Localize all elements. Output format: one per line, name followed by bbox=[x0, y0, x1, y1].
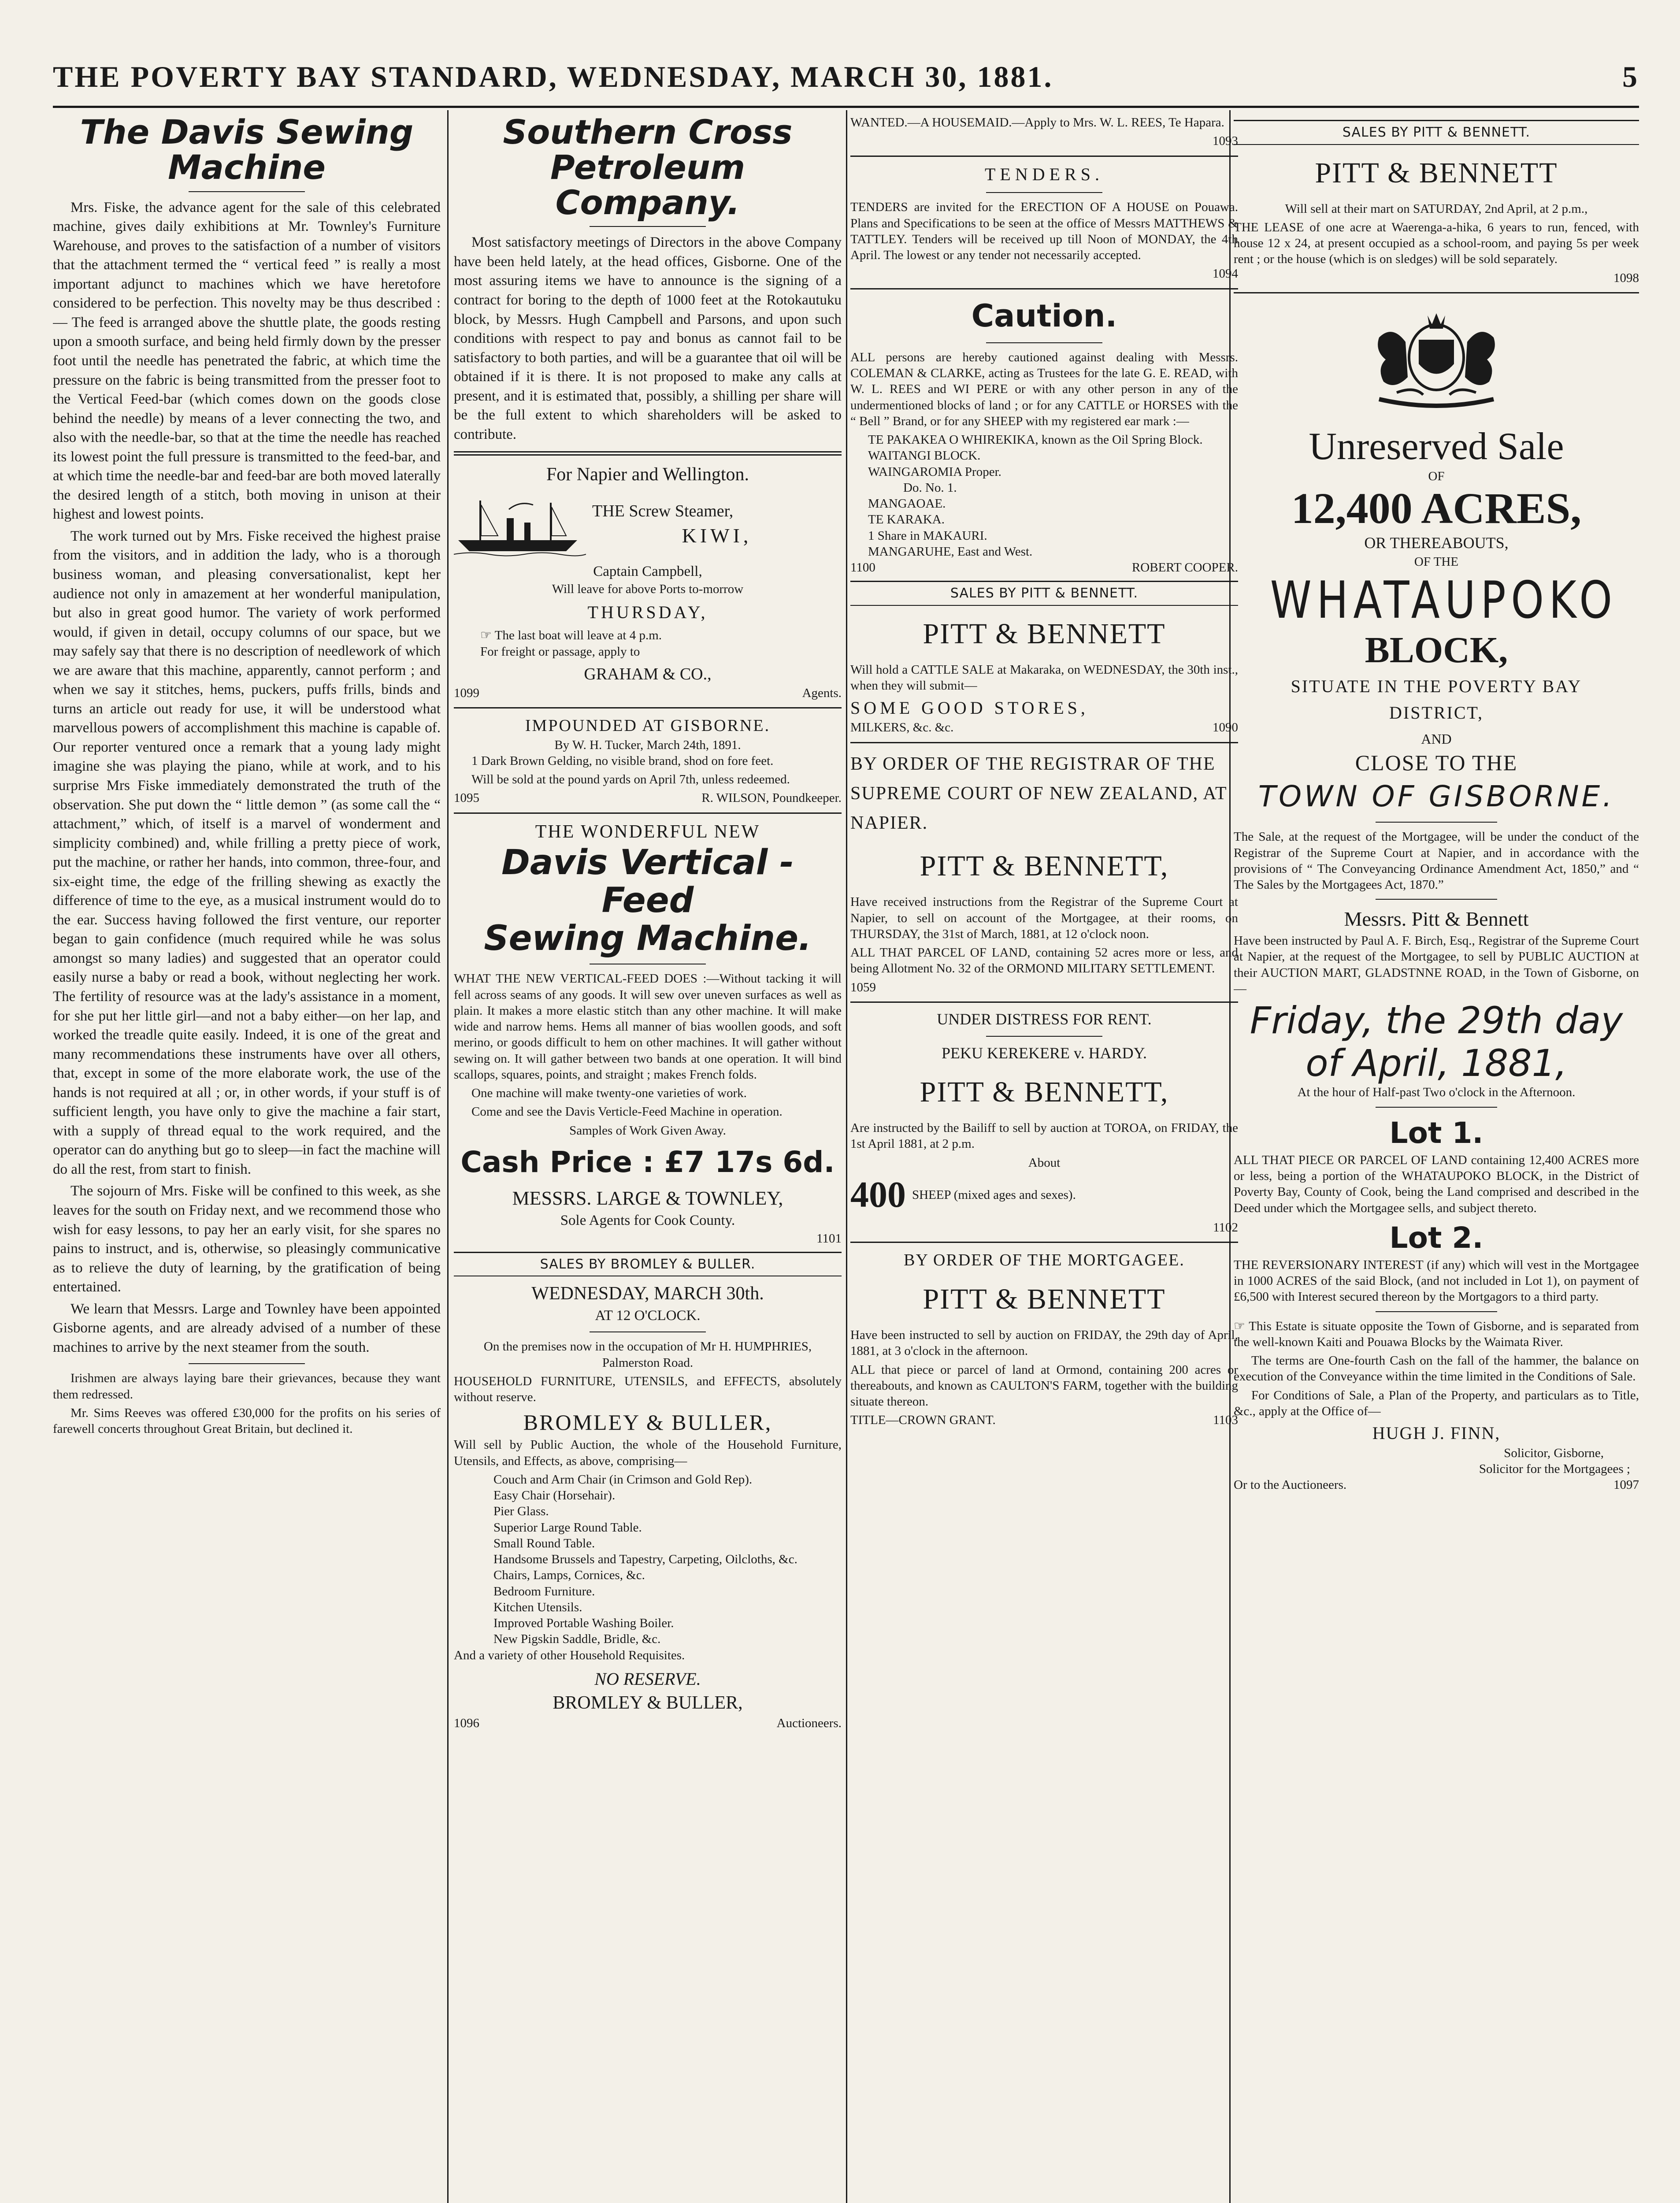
unreserved-solicitor: Solicitor, Gisborne, bbox=[1504, 1446, 1604, 1460]
ad-number: 1101 bbox=[816, 1231, 842, 1246]
unreserved-or: Or to the Auctioneers. bbox=[1234, 1478, 1347, 1492]
column-divider bbox=[447, 110, 449, 2203]
pb1-footer bbox=[850, 719, 1238, 735]
list-item: Handsome Brussels and Tapestry, Carpeting, Oilcloths, &c. bbox=[493, 1552, 797, 1567]
kiwi-boat bbox=[454, 627, 842, 643]
divider bbox=[1376, 822, 1497, 823]
unreserved-block1: WHATAUPOKO bbox=[1270, 570, 1617, 630]
unreserved-date2: of April, 1881, bbox=[1305, 1041, 1567, 1085]
list-item: MANGARUHE, East and West. bbox=[868, 544, 1033, 559]
registrar-heading: BY ORDER OF THE REGISTRAR OF THE SUPREME COURT OF NEW ZEALAND, AT NAPIER. bbox=[850, 753, 1227, 834]
impounded-footer bbox=[454, 790, 842, 806]
pointing-hand-icon: ☞ bbox=[480, 628, 495, 643]
divider bbox=[454, 451, 842, 456]
list-item: Bedroom Furniture. bbox=[493, 1584, 595, 1598]
mortgagee-title: TITLE—CROWN GRANT. bbox=[850, 1413, 996, 1428]
news-note: Mr. Sims Reeves was offered £30,000 for the profits on his series of farewell concerts throughout Great Britain, but declined it. bbox=[53, 1406, 441, 1436]
masthead bbox=[53, 53, 1639, 101]
list-item: Couch and Arm Chair (in Crimson and Gold Rep). bbox=[493, 1472, 753, 1487]
mortgagee-body: Have been instructed to sell by auction on FRIDAY, the 29th day of April, 1881, at 3 o'clock in the afternoon. bbox=[850, 1328, 1238, 1358]
divider bbox=[1376, 899, 1497, 900]
divider bbox=[454, 812, 842, 814]
list-item: Do. No. 1. bbox=[903, 480, 957, 495]
list-item: 1 Share in MAKAURI. bbox=[868, 528, 987, 543]
davis-lead: THE WONDERFUL NEW bbox=[535, 821, 760, 842]
list-item: New Pigskin Saddle, Bridle, &c. bbox=[493, 1632, 661, 1647]
divider bbox=[189, 1363, 305, 1364]
bromley-date: WEDNESDAY, MARCH 30th. bbox=[531, 1283, 764, 1304]
pb1-firm: PITT & BENNETT bbox=[923, 618, 1166, 650]
unreserved-town: TOWN OF GISBORNE. bbox=[1258, 779, 1615, 814]
davis-messrs: MESSRS. LARGE & TOWNLEY, bbox=[512, 1187, 783, 1209]
distress-firm: PITT & BENNETT, bbox=[920, 1076, 1169, 1108]
kiwi-agent: GRAHAM & CO., bbox=[584, 664, 712, 683]
divider bbox=[590, 1331, 706, 1332]
unreserved-estate-text: This Estate is situate opposite the Town of Gisborne, and is separated from the well-known Kaiti and Pouawa Blocks by the Waimata River. bbox=[1234, 1319, 1639, 1349]
bromley-time: AT 12 O'CLOCK. bbox=[595, 1307, 701, 1324]
column-1 bbox=[53, 115, 441, 2203]
sheep-count: 400 bbox=[850, 1174, 906, 1215]
kiwi-footer bbox=[454, 685, 842, 701]
unreserved-terms: The terms are One-fourth Cash on the fall of the hammer, the balance on execution of the Conveyance within the time limited in the Conditions of Sale. bbox=[1234, 1354, 1639, 1384]
pb1-boxhead: SALES BY PITT & BENNETT. bbox=[850, 581, 1238, 606]
pb1-milkers: MILKERS, &c. &c. bbox=[850, 720, 954, 735]
news-note: Irishmen are always laying bare their grievances, because they want them redressed. bbox=[53, 1371, 441, 1402]
divider bbox=[850, 1001, 1238, 1003]
divider bbox=[850, 742, 1238, 743]
unreserved-ofthe: OF THE bbox=[1414, 554, 1459, 569]
ad-number: 1096 bbox=[454, 1716, 479, 1731]
kiwi-line1: THE Screw Steamer, bbox=[592, 502, 734, 521]
distress-case: PEKU KEREKERE v. HARDY. bbox=[941, 1044, 1147, 1062]
unreserved-block2: BLOCK, bbox=[1365, 629, 1508, 671]
ad-number: 1098 bbox=[1613, 271, 1639, 285]
bromley-boxhead: SALES BY BROMLEY & BULLER. bbox=[454, 1252, 842, 1277]
distress-sheep-row bbox=[850, 1171, 1238, 1220]
royal-coat-of-arms-icon bbox=[1353, 302, 1520, 417]
distress-body: Are instructed by the Bailiff to sell by auction at TOROA, on FRIDAY, the 1st April 1881, at 2 p.m. bbox=[850, 1121, 1238, 1151]
unreserved-situate: SITUATE IN THE POVERTY BAY DISTRICT, bbox=[1291, 676, 1582, 723]
ad-number: 1103 bbox=[1213, 1413, 1238, 1428]
unreserved-footer bbox=[1234, 1477, 1639, 1493]
list-item: And a variety of other Household Requisites. bbox=[454, 1648, 685, 1662]
pb-boxhead: SALES BY PITT & BENNETT. bbox=[1234, 120, 1639, 145]
article-paragraph: Mrs. Fiske, the advance agent for the sale of this celebrated machine, gives daily exhibitions at Mr. Townley's Furniture Warehouse, and proves to the satisfaction of a number of visitors that the attachment termed the “ vertical feed ” is really a most important adjunct to machines which we have heretofore considered to be perfection. This novelty may be thus described :— The feed is arranged above the shuttle plate, the goods resting upon a smooth surface, and being held firmly down by the presser foot until the needle has penetrated the fabric, at which time the pressure on the fabric is being transmitted from the presser foot to the Vertical Feed-bar (which comes down on the goods close behind the needle) by means of a lever connecting the two, and also with the needle-bar, so that at the time the needle has reached its lowest point the full pressure is transmitted to the feed-bar, and at which time the needle-bar and feed-bar are both moved laterally the desired length of a stitch, both moving in unison at their highest and lowest points. bbox=[53, 199, 441, 523]
bromley-firm: BROMLEY & BULLER, bbox=[523, 1410, 772, 1435]
column-divider bbox=[846, 110, 847, 2203]
column-3 bbox=[850, 115, 1238, 2203]
divider bbox=[850, 156, 1238, 157]
divider bbox=[850, 288, 1238, 289]
bromley-will: Will sell by Public Auction, the whole of the Household Furniture, Utensils, and Effects, as above, comprising— bbox=[454, 1438, 842, 1468]
ad-number: 1097 bbox=[1613, 1478, 1639, 1492]
list-item: WAITANGI BLOCK. bbox=[868, 449, 981, 463]
unreserved-instructed: Have been instructed by Paul A. F. Birch, Esq., Registrar of the Supreme Court at Napier, at the request of the Mortgagee, to sell by PUBLIC AUCTION at their AUCTION MART, GLADSTNNE ROAD, in the Town of Gisborne, on— bbox=[1234, 934, 1639, 996]
ad-number: 1100 bbox=[850, 560, 875, 575]
divider bbox=[1376, 1107, 1497, 1108]
petroleum-heading: Southern Cross Petroleum Company. bbox=[503, 115, 793, 222]
kiwi-heading: For Napier and Wellington. bbox=[546, 464, 749, 485]
ad-number: 1093 bbox=[1213, 134, 1238, 148]
mortgagee-firm: PITT & BENNETT bbox=[923, 1283, 1166, 1316]
article-paragraph: The work turned out by Mrs. Fiske received the highest praise from the visitors, and in addition the lady, who is a thorough business woman, and pleasing conversationalist, kept her audience not only in amazement at her wonderful manipulation, but also in great good humor. The variety of work performed would, if given in detail, occupy columns of our space, but we may safely say that there is no description of needlework of which we are aware that this machine, apparently, cannot perform ; and when we say it stitches, hems, puckers, puffs frills, binds and turns an article out ready for use, it will be understood what marvellous powers of accomplishment this machine is capable of. Our reporter ventured once a remark that a young lady might imagine she was playing the piano, while at work, and to his surprise Mrs Fiske immediately demonstrated the truth of the observation. She put down the “ little demon ” (as some call the “ attachment,” which, of itself is a marvel of wonderment and simplicity combined) and, while frilling a pretty piece of work, put the machine, or rather her hands, into common, three-four, and six-eight time, the edge of the frilling shewing as exactly the difference of time to the eye, as a musical instrument would do to the ear. Success having followed the first venture, our reporter began to gain confidence (much required while he was solus amongst so many ladies) and suggested that an operator could easily nurse a baby or read a book, without neglecting her work. The fertility of resource was at the lady's assistance in a moment, for she put her little girl—and not a baby either—on her lap, and worked the treadle quite easily. Indeed, it is one of the great and many recommendations these instruments have over all others, that, except in some of the more elaborate work, the use of the hands is not required at all ; or, in other words, if your stuff is of sufficient length, you have only to give the machine a fair start, with a supply of thread equal to the work required, and the operator can do anything but go to sleep—in fact the machine will do all the rest, from start to finish. bbox=[53, 528, 441, 1177]
bromley-sig: BROMLEY & BULLER, bbox=[553, 1692, 743, 1713]
unreserved-close: CLOSE TO THE bbox=[1355, 750, 1518, 775]
ad-number: 1095 bbox=[454, 791, 479, 805]
unreserved-thereabouts: OR THEREABOUTS, bbox=[1364, 534, 1509, 552]
bromley-household: HOUSEHOLD FURNITURE, UTENSILS, and EFFECTS, absolutely without reserve. bbox=[454, 1374, 842, 1405]
lot2-body: THE REVERSIONARY INTEREST (if any) which will vest in the Mortgagee in 1000 ACRES of the said Block, (and not included in Lot 1), on payment of £6,500 with Interest secured thereon by the Mortgagors to a third party. bbox=[1234, 1257, 1639, 1304]
list-item: Easy Chair (Horsehair). bbox=[493, 1488, 616, 1503]
list-item: Pier Glass. bbox=[493, 1504, 549, 1519]
pb-body: Will sell at their mart on SATURDAY, 2nd April, at 2 p.m., bbox=[1285, 201, 1588, 216]
unreserved-hour: At the hour of Half-past Two o'clock in the Afternoon. bbox=[1297, 1085, 1576, 1100]
article-heading: The Davis Sewing Machine bbox=[80, 115, 414, 187]
unreserved-conditions: For Conditions of Sale, a Plan of the Property, and particulars as to Title, &c., apply at the Office of— bbox=[1234, 1388, 1639, 1418]
unreserved-of: OF bbox=[1428, 469, 1445, 483]
pb1-stores: SOME GOOD STORES, bbox=[850, 697, 1089, 718]
ad-number: 1099 bbox=[454, 686, 479, 701]
kiwi-agents: Agents. bbox=[802, 686, 842, 701]
divider bbox=[1234, 292, 1639, 293]
unreserved-estate bbox=[1234, 1318, 1639, 1350]
lot1-heading: Lot 1. bbox=[1389, 1116, 1483, 1150]
caution-sig: ROBERT COOPER. bbox=[1131, 560, 1238, 575]
ad-number: 1090 bbox=[1213, 720, 1238, 735]
davis-samples: Samples of Work Given Away. bbox=[569, 1123, 726, 1138]
page-number: 5 bbox=[1622, 60, 1639, 94]
bromley-premises: On the premises now in the occupation of Mr H. HUMPHRIES, Palmerston Road. bbox=[483, 1339, 812, 1370]
pb-lease: THE LEASE of one acre at Waerenga-a-hika, 6 years to run, fenced, with house 12 x 24, at present occupied as a school-room, and paying 5s per week rent ; or the house (which is on sledges) will be sold separately. bbox=[1234, 220, 1639, 267]
davis-sole: Sole Agents for Cook County. bbox=[560, 1213, 735, 1229]
registrar-firm: PITT & BENNETT, bbox=[920, 850, 1169, 883]
bromley-footer bbox=[454, 1715, 842, 1731]
caution-footer bbox=[850, 560, 1238, 575]
list-item: Superior Large Round Table. bbox=[493, 1520, 642, 1535]
divider bbox=[454, 707, 842, 708]
lot2-heading: Lot 2. bbox=[1389, 1220, 1483, 1255]
ad-number: 1094 bbox=[1213, 267, 1238, 281]
masthead-title: THE POVERTY BAY STANDARD, WEDNESDAY, MARCH 30, 1881. bbox=[53, 60, 1053, 94]
davis-price: Cash Price : £7 17s 6d. bbox=[460, 1145, 835, 1179]
masthead-rule bbox=[53, 106, 1639, 108]
column-2 bbox=[454, 115, 842, 2203]
kiwi-captain: Captain Campbell, bbox=[593, 563, 702, 579]
list-item: MANGAOAE. bbox=[868, 497, 946, 511]
davis-come: Come and see the Davis Verticle-Feed Machine in operation. bbox=[471, 1105, 783, 1119]
list-item: Small Round Table. bbox=[493, 1536, 595, 1550]
divider bbox=[850, 1242, 1238, 1243]
kiwi-boat-text: The last boat will leave at 4 p.m. bbox=[494, 628, 662, 643]
wanted-text: WANTED.—A HOUSEMAID.—Apply to Mrs. W. L. REES, Te Hapara. bbox=[850, 115, 1224, 130]
unreserved-title: Unreserved Sale bbox=[1309, 425, 1564, 468]
list-item: TE KARAKA. bbox=[868, 512, 945, 527]
list-item: TE PAKAKEA O WHIREKIKA, known as the Oil Spring Block. bbox=[868, 433, 1203, 447]
impounded-sold: Will be sold at the pound yards on April 7th, unless redeemed. bbox=[471, 772, 790, 786]
pb1-body: Will hold a CATTLE SALE at Makaraka, on WEDNESDAY, the 30th inst., when they will submit— bbox=[850, 663, 1238, 693]
impounded-keeper: R. WILSON, Poundkeeper. bbox=[701, 791, 842, 805]
unreserved-acres: 12,400 ACRES, bbox=[1291, 484, 1582, 533]
tenders-body: TENDERS are invited for the ERECTION OF A HOUSE on Pouawa. Plans and Specifications to be seen at the office of Messrs MATTHEWS & TATTLEY. Tenders will be received up till Noon of MONDAY, the 4th April. The lowest or any tender not necessarily accepted. bbox=[850, 200, 1238, 263]
bromley-items bbox=[454, 1472, 842, 1647]
unreserved-finn: HUGH J. FINN, bbox=[1372, 1423, 1501, 1443]
caution-heading: Caution. bbox=[971, 297, 1117, 334]
column-4 bbox=[1234, 115, 1639, 2203]
list-item: WAINGAROMIA Proper. bbox=[868, 464, 1001, 479]
caution-blocks bbox=[850, 432, 1238, 560]
unreserved-sale: The Sale, at the request of the Mortgagee, will be under the conduct of the Registrar of the Supreme Court at Napier, and in accordance with the provisions of “ The Conveyancing Ordinance Amendment Act, 1850,” and “ The Sales by the Mortgagees Act, 1870.” bbox=[1234, 830, 1639, 892]
davis-variety: One machine will make twenty-one varieties of work. bbox=[471, 1086, 747, 1101]
article-paragraph: We learn that Messrs. Large and Townley have been appointed Gisborne agents, and are already advised of a number of these machines to arrive by the next steamer from the south. bbox=[53, 1301, 441, 1355]
impounded-heading: IMPOUNDED AT GISBORNE. bbox=[525, 716, 771, 735]
list-item: Chairs, Lamps, Cornices, &c. bbox=[493, 1568, 645, 1583]
unreserved-date1: Friday, the 29th day bbox=[1250, 999, 1623, 1042]
ad-number: 1059 bbox=[850, 980, 876, 994]
pb-firm: PITT & BENNETT bbox=[1315, 156, 1558, 189]
kiwi-ship: KIWI, bbox=[682, 524, 752, 547]
mortgagee-parcel: ALL that piece or parcel of land at Ormond, containing 200 acres or thereabouts, and known as CAULTON'S FARM, together with the building situate thereon. bbox=[850, 1362, 1238, 1409]
pointing-hand-icon: ☞ bbox=[1234, 1319, 1249, 1333]
distress-about: About bbox=[1028, 1155, 1061, 1170]
davis-title-2: Sewing Machine. bbox=[484, 918, 812, 958]
registrar-parcel: ALL THAT PARCEL OF LAND, containing 52 acres more or less, and being Allotment No. 32 of the ORMOND MILITARY SETTLEMENT. bbox=[850, 946, 1238, 976]
unreserved-messrs: Messrs. Pitt & Bennett bbox=[1344, 908, 1529, 931]
caution-body: ALL persons are hereby cautioned against dealing with Messrs. COLEMAN & CLARKE, acting as Trustees for the late G. E. READ, with W. L. REES and WI PERE or with any other person in any of the undermentioned blocks of land ; or for any CATTLE or HORSES with the “ Bell ” Brand, or for any SHEEP with my registered ear mark :— bbox=[850, 350, 1238, 428]
distress-heading: UNDER DISTRESS FOR RENT. bbox=[937, 1010, 1152, 1028]
tenders-heading: TENDERS. bbox=[985, 164, 1104, 184]
mortgagee-heading: BY ORDER OF THE MORTGAGEE. bbox=[904, 1250, 1185, 1269]
kiwi-leave: Will leave for above Ports to-morrow bbox=[552, 582, 744, 597]
divider bbox=[986, 1036, 1102, 1037]
davis-body: WHAT THE NEW VERTICAL-FEED DOES :—Without tacking it will fell across seams of any goods. It will sew over uneven surfaces as well as plain. It makes a more elastic stitch than any other machine. It will make wide and narrow hems. Hems all manner of bias woollen goods, and soft merino, or goods difficult to hem on other machines. It will gather without sewing on. It will gather between two bands at one operation. It will bind scallops, squares, points, and straight ; makes French folds. bbox=[454, 972, 842, 1082]
divider bbox=[189, 191, 305, 192]
bromley-noreserve: NO RESERVE. bbox=[594, 1669, 701, 1689]
unreserved-forthe: Solicitor for the Mortgagees ; bbox=[1479, 1462, 1630, 1476]
sheep-desc: SHEEP (mixed ages and sexes). bbox=[912, 1188, 1076, 1202]
davis-title-1: Davis Vertical - Feed bbox=[501, 842, 794, 920]
kiwi-block bbox=[454, 492, 842, 558]
divider bbox=[590, 226, 706, 227]
divider bbox=[1376, 1311, 1497, 1312]
kiwi-day: THURSDAY, bbox=[587, 602, 708, 622]
kiwi-freight: For freight or passage, apply to bbox=[480, 644, 640, 659]
lot1-body: ALL THAT PIECE OR PARCEL OF LAND containing 12,400 ACRES more or less, being a portion of the WHATAUPOKO BLOCK, in the District of Poverty Bay, County of Cook, being the Land comprised and described in the Deed under which the Mortgagee sells, and subject thereto. bbox=[1234, 1153, 1639, 1215]
impounded-item: 1 Dark Brown Gelding, no visible brand, shod on fore feet. bbox=[471, 753, 774, 768]
registrar-body: Have received instructions from the Registrar of the Supreme Court at Napier, to sell on account of the Mortgagee, at their rooms, on THURSDAY, the 31st of March, 1881, at 12 o'clock noon. bbox=[850, 895, 1238, 941]
ad-number: 1102 bbox=[1213, 1220, 1238, 1235]
petroleum-body: Most satisfactory meetings of Directors in the above Company have been held lately, at the head offices, Gisborne. One of the most assuring items we have to announce is the signing of a contract for boring to the depth of 1000 feet at the Rotokautuku block, by Messrs. Hugh Campbell and Parsons, and upon such conditions with respect to pay and bonus as cannot fail to be satisfactory to both parties, and will be a guarantee that oil will be obtained if it is there. It is not proposed to make any calls at present, and it is estimated that, possibly, a shilling per share will be the full extent to which shareholders will be asked to contribute. bbox=[454, 234, 842, 442]
mortgagee-footer bbox=[850, 1412, 1238, 1428]
divider bbox=[986, 342, 1102, 343]
unreserved-and: AND bbox=[1421, 731, 1452, 747]
list-item: Improved Portable Washing Boiler. bbox=[493, 1616, 674, 1631]
impounded-by: By W. H. Tucker, March 24th, 1891. bbox=[554, 738, 741, 752]
article-paragraph: The sojourn of Mrs. Fiske will be confined to this week, as she leaves for the south on Friday next, and we recommend those who wish for easy lessons, to pay her an early visit, for she spares no pains to instruct, and is, otherwise, so pleasingly communicative as to relieve the duty of learning, by the gratification of being entertained. bbox=[53, 1183, 441, 1295]
steamship-icon bbox=[454, 492, 586, 558]
list-item: Kitchen Utensils. bbox=[493, 1600, 582, 1614]
divider bbox=[986, 192, 1102, 193]
bromley-auct: Auctioneers. bbox=[776, 1716, 842, 1731]
